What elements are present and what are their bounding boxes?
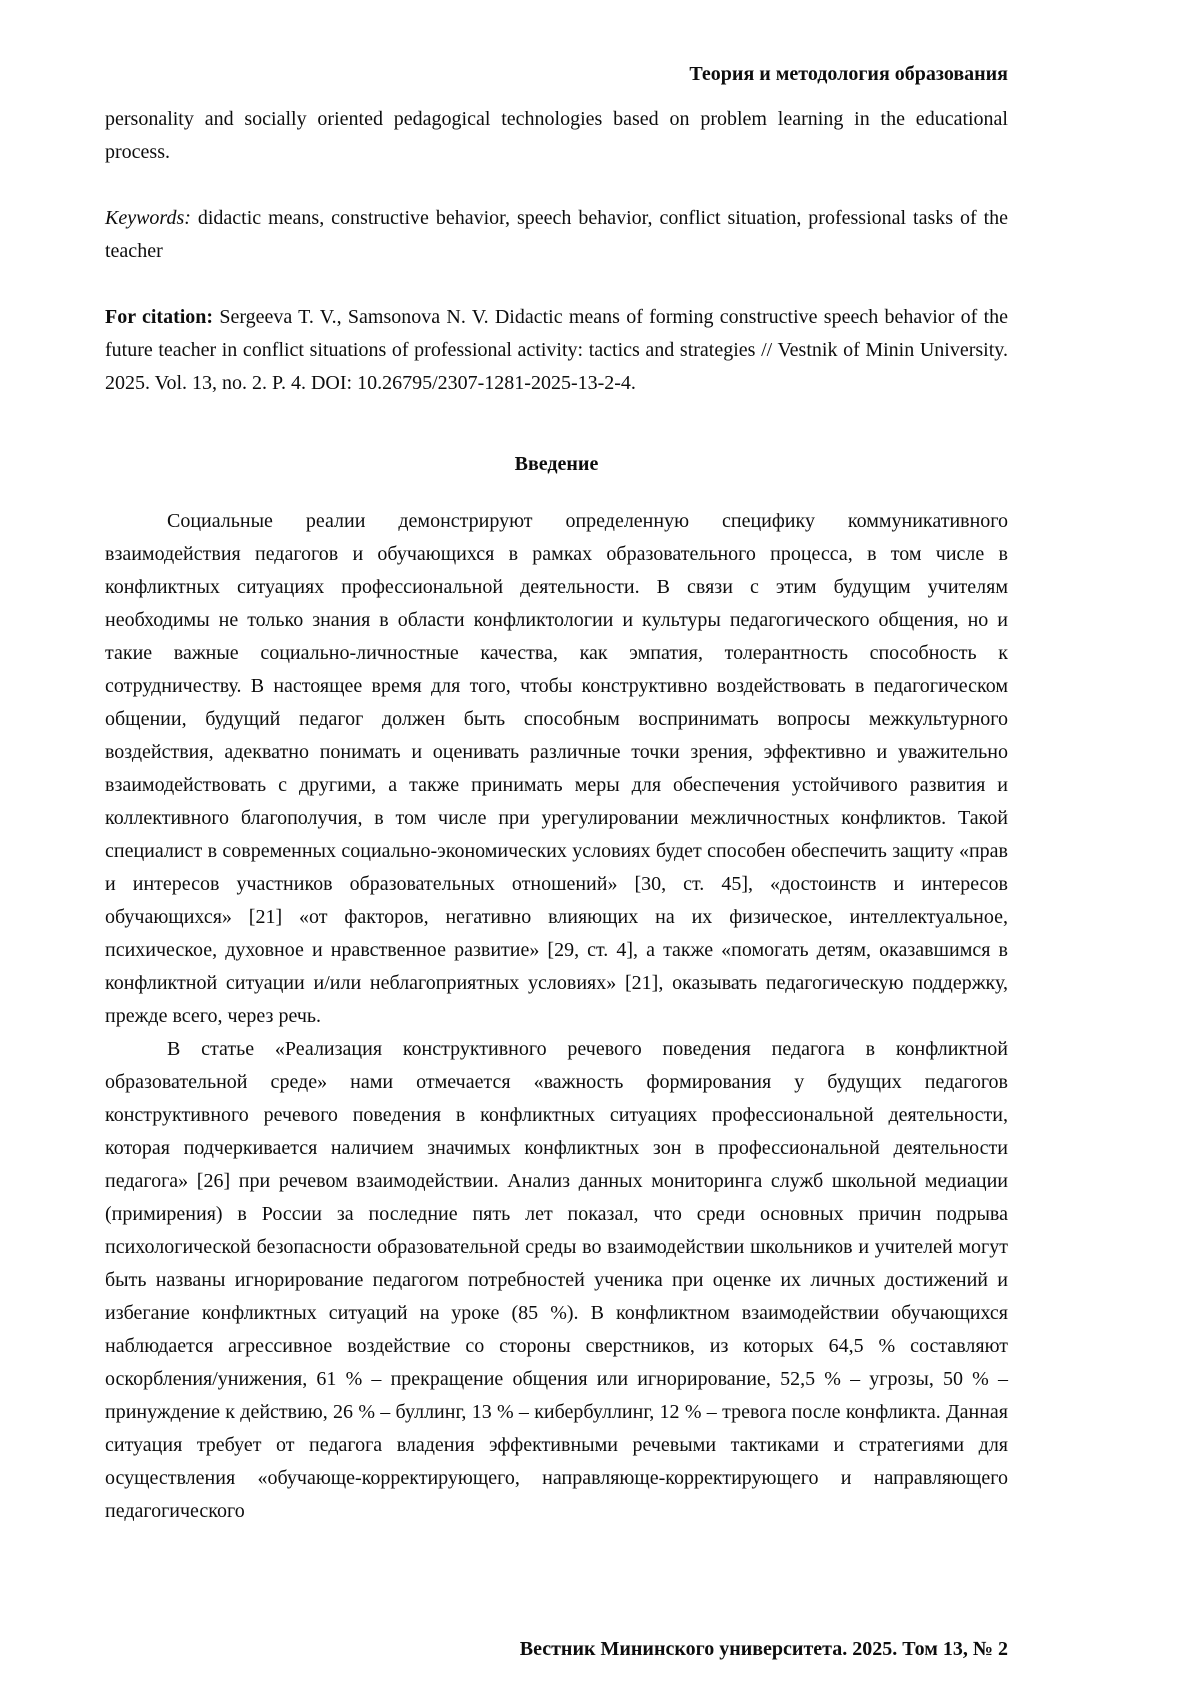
citation-text: Sergeeva T. V., Samsonova N. V. Didactic means of forming constructive speech behavior of the future teacher in conflict situations of professional activity: tactics and strategies // Vestnik of Minin University. 2025. Vol. 13, no. 2. P. 4. DOI: 10.26795/2307-1281-2025-13-2-4. bbox=[105, 306, 1009, 394]
keywords-text: didactic means, constructive behavior, speech behavior, conflict situation, professional tasks of the teacher bbox=[105, 207, 1008, 262]
keywords-paragraph bbox=[105, 202, 1008, 268]
abstract-continuation-paragraph: personality and socially oriented pedagogical technologies based on problem learning in the educational process. bbox=[105, 108, 1008, 163]
citation-label: For citation: bbox=[105, 306, 214, 328]
running-head: Теория и методология образования bbox=[689, 63, 1008, 85]
keywords-label: Keywords: bbox=[105, 207, 191, 229]
page-footer: Вестник Мининского университета. 2025. Том 13, № 2 bbox=[519, 1638, 1008, 1660]
introduction-paragraph-1: Социальные реалии демонстрируют определенную специфику коммуникативного взаимодействия педагогов и обучающихся в рамках образовательного процесса, в том числе в конфликтных ситуациях профессиональной деятельности. В связи с этим будущим учителям необходимы не только знания в области конфликтологии и культуры педагогического общения, но и такие важные социально-личностные качества, как эмпатия, толерантность способность к сотрудничеству. В настоящее время для того, чтобы конструктивно воздействовать в педагогическом общении, будущий педагог должен быть способным воспринимать вопросы межкультурного воздействия, адекватно понимать и оценивать различные точки зрения, эффективно и уважительно взаимодействовать с другими, а также принимать меры для обеспечения устойчивого развития и коллективного благополучия, в том числе при урегулировании межличностных конфликтов. Такой специалист в современных социально-экономических условиях будет способен обеспечить защиту «прав и интересов участников образовательных отношений» [30, ст. 45], «достоинств и интересов обучающихся» [21] «от факторов, негативно влияющих на их физическое, интеллектуальное, психическое, духовное и нравственное развитие» [29, ст. 4], а также «помогать детям, оказавшимся в конфликтной ситуации и/или неблагоприятных условиях» [21], оказывать педагогическую поддержку, прежде всего, через речь. bbox=[105, 510, 1008, 1027]
introduction-paragraph-2: В статье «Реализация конструктивного речевого поведения педагога в конфликтной образовательной среде» нами отмечается «важность формирования у будущих педагогов конструктивного речевого поведения в конфликтных ситуациях профессиональной деятельности, которая подчеркивается наличием значимых конфликтных зон в профессиональной деятельности педагога» [26] при речевом взаимодействии. Анализ данных мониторинга служб школьной медиации (примирения) в России за последние пять лет показал, что среди основных причин подрыва психологической безопасности образовательной среды во взаимодействии школьников и учителей могут быть названы игнорирование педагогом потребностей ученика при оценке их личных достижений и избегание конфликтных ситуаций на уроке (85 %). В конфликтном взаимодействии обучающихся наблюдается агрессивное воздействие со стороны сверстников, из которых 64,5 % составляют оскорбления/унижения, 61 % – прекращение общения или игнорирование, 52,5 % – угрозы, 50 % – принуждение к действию, 26 % – буллинг, 13 % – кибербуллинг, 12 % – тревога после конфликта. Данная ситуация требует от педагога владения эффективными речевыми тактиками и стратегиями для осуществления «обучающе-корректирующего, направляюще-корректирующего и направляющего педагогического bbox=[105, 1038, 1008, 1522]
citation-paragraph bbox=[105, 301, 1008, 400]
section-title-introduction: Введение bbox=[514, 453, 599, 475]
